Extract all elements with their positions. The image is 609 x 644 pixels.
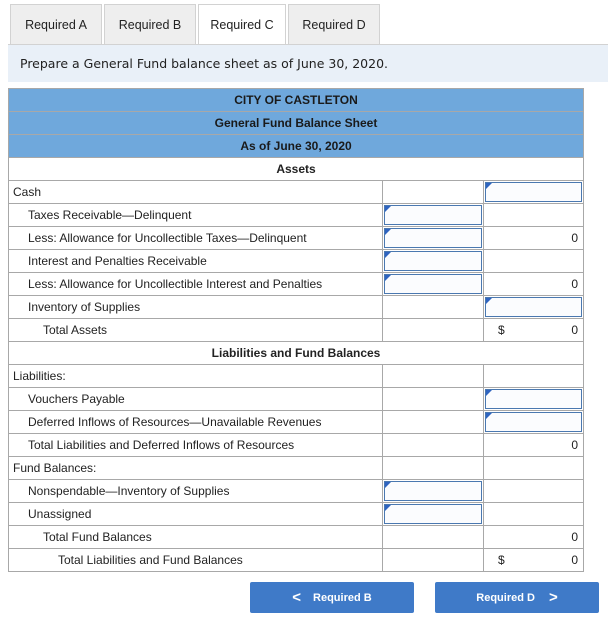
total-liab-fund-label: Total Liabilities and Fund Balances xyxy=(9,549,383,572)
total-fund-balances-label: Total Fund Balances xyxy=(9,526,383,549)
net-taxes-value: 0 xyxy=(484,227,584,250)
table-row xyxy=(9,503,584,526)
fund-balances-label: Fund Balances: xyxy=(9,457,383,480)
total-fund-balances-value: 0 xyxy=(484,526,584,549)
table-row xyxy=(9,526,584,549)
sheet-title-date: As of June 30, 2020 xyxy=(9,135,584,158)
prev-button-label: Required B xyxy=(313,591,372,604)
taxes-receivable-input[interactable] xyxy=(383,204,484,227)
unassigned-label: Unassigned xyxy=(9,503,383,526)
table-row xyxy=(9,319,584,342)
total-liabilities-value: 0 xyxy=(484,434,584,457)
nonspendable-input[interactable] xyxy=(383,480,484,503)
next-button-label: Required D xyxy=(476,591,535,604)
deferred-inflows-input[interactable] xyxy=(484,411,584,434)
table-row xyxy=(9,250,584,273)
table-row xyxy=(9,181,584,204)
tab-required-c[interactable]: Required C xyxy=(198,4,286,45)
interest-receivable-input[interactable] xyxy=(383,250,484,273)
cash-input[interactable] xyxy=(484,181,584,204)
balance-sheet-table xyxy=(8,88,584,572)
taxes-receivable-label: Taxes Receivable—Delinquent xyxy=(9,204,383,227)
allowance-interest-label: Less: Allowance for Uncollectible Interest and Penalties xyxy=(9,273,383,296)
total-assets-value: 0 xyxy=(571,323,579,337)
chevron-right-icon: > xyxy=(548,589,558,606)
inventory-label: Inventory of Supplies xyxy=(9,296,383,319)
table-row xyxy=(9,411,584,434)
next-required-d-button[interactable] xyxy=(435,582,599,613)
assets-heading: Assets xyxy=(9,158,584,181)
unassigned-input[interactable] xyxy=(383,503,484,526)
sheet-title-entity: CITY OF CASTLETON xyxy=(9,89,584,112)
vouchers-payable-input[interactable] xyxy=(484,388,584,411)
total-liab-fund-currency: $ xyxy=(498,553,505,567)
tab-required-b[interactable]: Required B xyxy=(104,4,196,44)
table-row xyxy=(9,204,584,227)
table-row xyxy=(9,273,584,296)
total-assets-cell xyxy=(484,319,584,342)
cash-label: Cash xyxy=(9,181,383,204)
allowance-taxes-label: Less: Allowance for Uncollectible Taxes—Delinquent xyxy=(9,227,383,250)
table-row xyxy=(9,296,584,319)
sheet-title-statement: General Fund Balance Sheet xyxy=(9,112,584,135)
chevron-left-icon: < xyxy=(292,589,302,606)
table-row xyxy=(9,434,584,457)
tab-required-a[interactable]: Required A xyxy=(10,4,102,44)
total-assets-currency: $ xyxy=(498,323,505,337)
liabilities-heading: Liabilities and Fund Balances xyxy=(9,342,584,365)
table-row xyxy=(9,388,584,411)
table-row xyxy=(9,365,584,388)
liabilities-label: Liabilities: xyxy=(9,365,383,388)
table-row xyxy=(9,549,584,572)
total-assets-label: Total Assets xyxy=(9,319,383,342)
allowance-interest-input[interactable] xyxy=(383,273,484,296)
allowance-taxes-input[interactable] xyxy=(383,227,484,250)
instruction-text: Prepare a General Fund balance sheet as of June 30, 2020. xyxy=(8,44,608,82)
inventory-input[interactable] xyxy=(484,296,584,319)
tab-required-d[interactable]: Required D xyxy=(288,4,380,44)
table-row xyxy=(9,480,584,503)
net-interest-value: 0 xyxy=(484,273,584,296)
total-liab-fund-value: 0 xyxy=(571,553,579,567)
tab-bar xyxy=(10,4,382,44)
interest-receivable-label: Interest and Penalties Receivable xyxy=(9,250,383,273)
prev-required-b-button[interactable] xyxy=(250,582,414,613)
nonspendable-label: Nonspendable—Inventory of Supplies xyxy=(9,480,383,503)
total-liabilities-label: Total Liabilities and Deferred Inflows of Resources xyxy=(9,434,383,457)
deferred-inflows-label: Deferred Inflows of Resources—Unavailable Revenues xyxy=(9,411,383,434)
table-row xyxy=(9,227,584,250)
table-row xyxy=(9,457,584,480)
total-liab-fund-cell xyxy=(484,549,584,572)
vouchers-payable-label: Vouchers Payable xyxy=(9,388,383,411)
